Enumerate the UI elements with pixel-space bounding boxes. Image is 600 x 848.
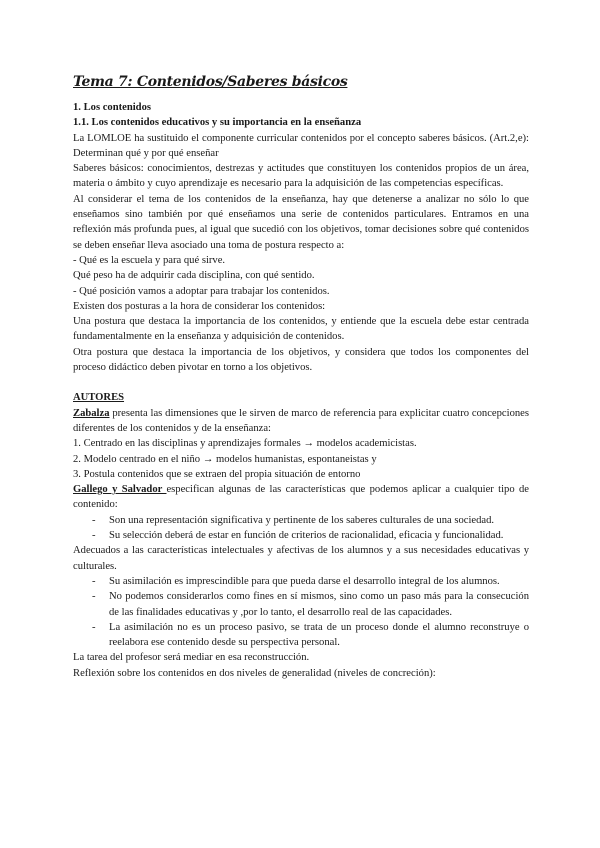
list-item: - No podemos considerarlos como fines en sí mismos, sino como un paso más para la consecución de las finalidades educativas y ,por lo tanto, el desarrollo real de las capacidades. [92, 591, 529, 618]
paragraph-saberes: Saberes básicos: conocimientos, destrezas y actitudes que constituyen los contenidos propios de un área, materia o ámbito y cuyo aprendizaje es necesario para la adquisición de las competencias específicas. [73, 163, 529, 190]
paragraph-zabalza [73, 406, 529, 437]
subsection-heading: 1.1. Los contenidos educativos y su importancia en la enseñanza [73, 117, 362, 129]
zabalza-item-2: 2. Modelo centrado en el niño → modelos humanistas, espontaneistas y [73, 453, 377, 465]
dash-bullet: - [92, 591, 96, 603]
assimilation-list [73, 574, 529, 650]
paragraph-posicion: - Qué posición vamos a adoptar para trabajar los contenidos. [73, 285, 330, 297]
page-title: Tema 7: Contenidos/Saberes básicos [73, 74, 348, 90]
characteristics-list [73, 513, 529, 544]
paragraph-postura-contenidos: Una postura que destaca la importancia de los contenidos, y entiende que la escuela debe estar centrada fundamentalmente en la enseñanza y adquisición de contenidos. [73, 316, 529, 343]
paragraph-gallego [73, 482, 529, 513]
list-item: - La asimilación no es un proceso pasivo, se trata de un proceso donde el alumno reconstruye o reelabora ese contenido desde su perspectiva personal. [92, 621, 529, 649]
zabalza-text: presenta las dimensiones que le sirven de marco de referencia para explicitar cuatro concepciones diferentes de los contenidos y de la enseñanza: [73, 407, 529, 434]
list-item: - Su asimilación es imprescindible para que pueda darse el desarrollo integral de los alumnos. [92, 574, 529, 589]
dash-bullet: - [92, 621, 96, 633]
paragraph-considerar: Al considerar el tema de los contenidos de la enseñanza, hay que detenerse a analizar no sólo lo que enseñamos sino también por qué enseñamos una serie de contenidos particulares. Entramos en una reflexión más profunda pues, al igual que sucedió con los objetivos, tomar decisiones sobre qué contenidos se deben enseñar lleva asociado una toma de postura respecto a: [73, 193, 529, 251]
dash-bullet: - [92, 514, 96, 526]
paragraph-postura-objetivos: Otra postura que destaca la importancia de los objetivos, y considera que todos los componentes del proceso didáctico deben pivotar en torno a los objetivos. [73, 346, 529, 374]
zabalza-item-1: 1. Centrado en las disciplinas y aprendizajes formales → modelos academicistas. [73, 438, 417, 450]
author-zabalza: Zabalza [73, 407, 110, 419]
dash-bullet: - [92, 575, 96, 587]
author-gallego-salvador: Gallego y Salvador [73, 484, 167, 496]
paragraph-profesor: La tarea del profesor será mediar en esa reconstrucción. [73, 652, 310, 664]
dash-bullet: - [92, 530, 96, 542]
paragraph-lomloe: La LOMLOE ha sustituido el componente curricular contenidos por el concepto saberes básicos. (Art.2,e): Determinan qué y por qué enseñar [73, 132, 529, 159]
list-item: - Su selección deberá de estar en función de criterios de racionalidad, eficacia y funcionalidad. [92, 528, 529, 543]
page-content [73, 73, 529, 681]
paragraph-reflexion: Reflexión sobre los contenidos en dos niveles de generalidad (niveles de concreción): [73, 667, 436, 679]
spacer [73, 375, 529, 390]
paragraph-escuela: - Qué es la escuela y para qué sirve. [73, 254, 226, 266]
paragraph-disciplina: Qué peso ha de adquirir cada disciplina, con qué sentido. [73, 270, 315, 282]
paragraph-posturas: Existen dos posturas a la hora de considerar los contenidos: [73, 300, 326, 312]
section-heading: 1. Los contenidos [73, 102, 151, 113]
list-item: - Son una representación significativa y pertinente de los saberes culturales de una sociedad. [92, 513, 529, 528]
zabalza-item-3: 3. Postula contenidos que se extraen del propia situación de entorno [73, 468, 361, 480]
gallego-text: especifican algunas de las características que podemos aplicar a cualquier tipo de contenido: [73, 484, 529, 511]
autores-heading: AUTORES [73, 392, 125, 404]
paragraph-adecuados: Adecuados a las características intelectuales y afectivas de los alumnos y a sus necesidades educativas y culturales. [73, 545, 529, 572]
